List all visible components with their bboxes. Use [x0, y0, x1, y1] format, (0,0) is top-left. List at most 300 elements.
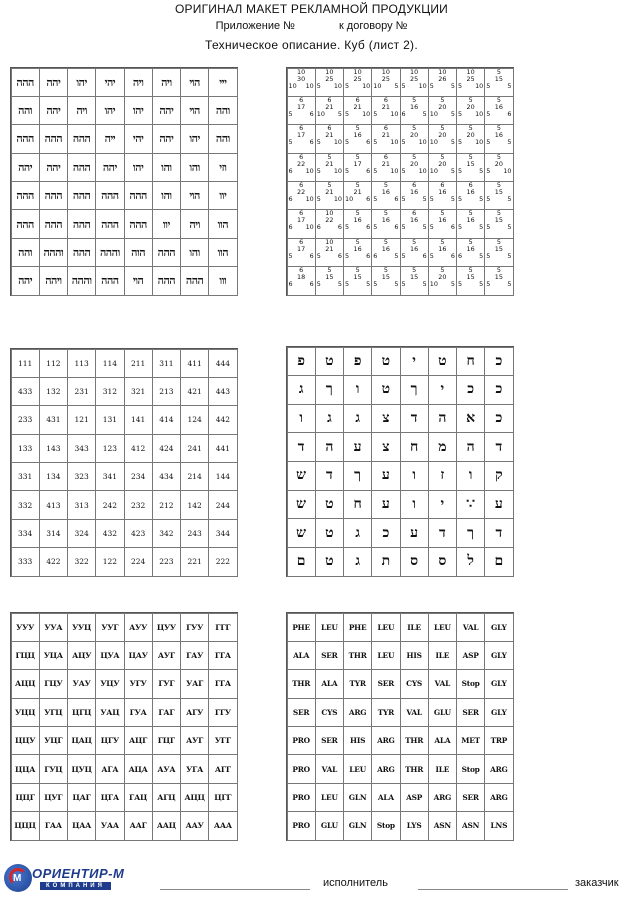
appendix-label: Приложение № — [215, 20, 295, 32]
number-cell-top: 10 — [325, 237, 334, 246]
triplet-cell: 221 — [180, 547, 209, 576]
number-cell-top: 5 — [468, 237, 473, 246]
hebrew-word-cell: ויה — [152, 68, 181, 97]
hebrew-letter-cell: ח — [456, 347, 485, 377]
codon-cell: АУГ — [180, 726, 209, 755]
number-cell-top: 5 — [355, 209, 360, 218]
number-cell-bottom: 5 5 — [458, 195, 484, 203]
number-cell-bottom: 5 5 — [486, 251, 512, 260]
number-cell-top: 5 — [412, 152, 417, 161]
number-cell-top: 5 — [440, 124, 445, 133]
amino-acid-cell: GLY — [484, 613, 513, 642]
amino-acid-cell: ARG — [484, 783, 513, 812]
amino-acid-cell: PRO — [287, 811, 316, 840]
codon-cell: УУУ — [11, 613, 40, 642]
number-cell-middle: 20 — [438, 273, 447, 282]
hebrew-word-cell: ההה — [11, 124, 40, 153]
number-cell-top: 6 — [383, 124, 388, 133]
amino-acid-cell: ILE — [428, 641, 457, 670]
amino-acid-cell: GLN — [343, 811, 372, 840]
codon-cell: ГАГ — [152, 698, 181, 727]
number-cell-bottom: 6 6 — [316, 223, 342, 232]
number-cell-middle: 21 — [381, 102, 390, 111]
amino-acid-cell: THR — [400, 726, 429, 755]
number-cell-bottom: 10 6 — [345, 195, 371, 203]
amino-acid-cell: SER — [315, 726, 344, 755]
hebrew-word-cell: ההה — [11, 181, 40, 210]
hebrew-letter-cell: ע — [371, 490, 400, 520]
number-cell-top: 5 — [496, 209, 501, 218]
number-cell-middle: 16 — [410, 244, 419, 253]
hebrew-word-cell: והה — [208, 96, 237, 125]
hebrew-word-cell: והו — [180, 153, 209, 182]
number-cell — [371, 266, 400, 295]
number-cell-bottom: 5 10 — [458, 138, 484, 147]
amino-acid-cell: MET — [456, 726, 485, 755]
number-cell — [371, 68, 400, 97]
hebrew-word-cell: יהו — [124, 96, 153, 125]
amino-acid-cell: PRO — [287, 726, 316, 755]
number-cell — [287, 153, 316, 182]
hebrew-letter-cell: ∵ — [456, 490, 485, 520]
triplet-cell: 344 — [208, 519, 237, 548]
triplet-cell: 131 — [95, 405, 124, 434]
number-cell-top: 10 — [466, 67, 475, 76]
number-cell — [343, 181, 372, 210]
hebrew-letter-cell: י — [400, 347, 429, 377]
triplet-cell: 332 — [11, 490, 40, 519]
hebrew-letter-cell: ש — [287, 490, 316, 520]
number-cell-bottom: 10 10 — [288, 81, 314, 90]
hebrew-letter-cell: ש — [287, 461, 316, 491]
triplet-cell: 121 — [67, 405, 96, 434]
amino-acid-cell: PRO — [287, 783, 316, 812]
number-cell-top: 10 — [325, 209, 334, 218]
amino-acid-cell: THR — [400, 754, 429, 783]
codon-cell: УЦУ — [95, 669, 124, 698]
codon-cell: ААЦ — [152, 811, 181, 840]
hebrew-letter-cell: ך — [315, 375, 344, 405]
codon-cell: УАУ — [67, 669, 96, 698]
codon-cell: ЦУА — [95, 641, 124, 670]
hebrew-word-cell: יהה — [39, 68, 68, 97]
hebrew-word-cell: יהו — [67, 68, 96, 97]
number-cell-top: 5 — [468, 209, 473, 218]
triplet-cell: 333 — [11, 547, 40, 576]
number-cell-middle: 20 — [438, 159, 447, 168]
number-cell-bottom: 5 5 — [458, 166, 484, 175]
number-cell-middle: 22 — [297, 188, 306, 196]
customer-signature-line — [418, 889, 568, 890]
number-cell-top: 10 — [410, 67, 419, 76]
hebrew-word-cell: ההה — [152, 238, 181, 267]
triplet-cell: 244 — [208, 490, 237, 519]
number-cell-bottom: 5 10 — [486, 166, 512, 175]
hebrew-word-cell: ההה — [67, 209, 96, 238]
number-cell-bottom: 6 10 — [288, 195, 314, 203]
hebrew-word-cell: יהו — [180, 124, 209, 153]
number-cell-top: 5 — [383, 266, 388, 275]
hebrew-word-cell: ויהה — [39, 266, 68, 295]
number-cell-top: 6 — [327, 95, 332, 104]
number-cell-middle: 20 — [466, 131, 475, 140]
number-cell-top: 5 — [355, 152, 360, 161]
number-cell-bottom: 5 6 — [429, 223, 455, 232]
hebrew-word-cell: יוו — [208, 181, 237, 210]
triplet-cell: 213 — [152, 377, 181, 406]
number-cell-bottom: 5 5 — [401, 280, 427, 289]
hebrew-letter-cell: א — [456, 404, 485, 434]
number-cell-bottom: 5 5 — [486, 223, 512, 232]
hebrew-letter-cell: כ — [484, 404, 513, 434]
number-cell-top: 5 — [468, 124, 473, 133]
codon-cell: УУА — [39, 613, 68, 642]
number-cell — [315, 181, 344, 210]
number-cell-bottom: 5 5 — [373, 280, 399, 289]
number-cell-top: 5 — [355, 181, 360, 189]
hebrew-word-cell: יהי — [124, 124, 153, 153]
number-cell — [315, 96, 344, 125]
number-cell — [400, 266, 429, 295]
hebrew-word-cell: הוה — [124, 238, 153, 267]
number-cell-middle: 16 — [438, 216, 447, 225]
number-cell-bottom: 10 5 — [429, 280, 455, 289]
number-cell-bottom: 10 5 — [429, 138, 455, 147]
triplet-cell: 212 — [152, 490, 181, 519]
triplet-cell: 224 — [124, 547, 153, 576]
amino-acid-cell: ASN — [456, 811, 485, 840]
codon-cell: ЦЦЦ — [11, 811, 40, 840]
number-cell-middle: 16 — [381, 244, 390, 253]
number-cell-top: 6 — [299, 237, 304, 246]
number-cell-middle: 16 — [410, 102, 419, 111]
triplet-cell: 322 — [67, 547, 96, 576]
hebrew-word-cell: והה — [11, 238, 40, 267]
number-cell-top: 5 — [496, 95, 501, 104]
amino-acid-cell: LYS — [400, 811, 429, 840]
number-cell-top: 5 — [412, 124, 417, 133]
hebrew-letter-cell: ג — [343, 547, 372, 577]
codon-cell: АГГ — [208, 754, 237, 783]
hebrew-word-cell: ההה — [95, 266, 124, 295]
number-cell-bottom: 5 6 — [288, 138, 314, 147]
hebrew-letter-cell: פ — [287, 347, 316, 377]
codon-cell: ГАА — [39, 811, 68, 840]
triplet-cell: 232 — [124, 490, 153, 519]
number-cell-top: 5 — [496, 181, 501, 189]
number-cell-bottom: 5 5 — [458, 223, 484, 232]
amino-acid-cell: ALA — [287, 641, 316, 670]
hebrew-word-cell: הוו — [208, 238, 237, 267]
triplet-cell: 243 — [180, 519, 209, 548]
hebrew-letter-cell: ך — [456, 518, 485, 548]
amino-acid-cell: VAL — [428, 669, 457, 698]
amino-acid-cell: Stop — [371, 811, 400, 840]
triplet-cell: 142 — [180, 490, 209, 519]
number-cell-bottom: 5 5 — [429, 195, 455, 203]
number-cell-top: 5 — [440, 95, 445, 104]
hebrew-word-cell: ייה — [95, 124, 124, 153]
hebrew-letter-cell: ג — [343, 404, 372, 434]
triplet-cell: 441 — [208, 434, 237, 463]
amino-acid-cell: ALA — [428, 726, 457, 755]
hebrew-letter-cell: ם — [287, 547, 316, 577]
triplet-cell: 122 — [95, 547, 124, 576]
codon-cell: ЦУГ — [39, 783, 68, 812]
number-cell — [484, 209, 513, 238]
hebrew-letter-cell: ק — [484, 461, 513, 491]
number-cell-middle: 16 — [381, 188, 390, 196]
triplet-cell: 414 — [152, 405, 181, 434]
codon-cell: УГА — [180, 754, 209, 783]
hebrew-letter-cell: ו — [287, 404, 316, 434]
number-cell — [371, 209, 400, 238]
triplet-cell: 143 — [39, 434, 68, 463]
amino-acid-cell: VAL — [315, 754, 344, 783]
hebrew-letter-cell: כ — [484, 375, 513, 405]
hebrew-word-cell: יהה — [11, 153, 40, 182]
triplet-cell: 241 — [180, 434, 209, 463]
codon-cell: УАЦ — [95, 698, 124, 727]
number-cell-middle: 25 — [410, 74, 419, 83]
hebrew-letter-cell: ו — [343, 375, 372, 405]
codon-cell: АЦЦ — [180, 783, 209, 812]
number-cell-bottom: 10 5 — [316, 109, 342, 118]
number-cell-bottom: 5 6 — [288, 251, 314, 260]
hebrew-letter-cell: ס — [400, 547, 429, 577]
triplet-cell: 144 — [208, 462, 237, 491]
triplet-cell: 314 — [39, 519, 68, 548]
hebrew-letter-cell: ט — [315, 490, 344, 520]
number-cell — [315, 209, 344, 238]
codon-cell: УУЦ — [67, 613, 96, 642]
codon-cell: ЦГУ — [95, 726, 124, 755]
number-cell — [343, 238, 372, 267]
number-cell-top: 5 — [383, 237, 388, 246]
number-cell — [428, 238, 457, 267]
hebrew-letter-cell: כ — [484, 347, 513, 377]
hebrew-letter-cell: ס — [428, 547, 457, 577]
hebrew-letter-cell: ט — [371, 347, 400, 377]
triplet-cell: 442 — [208, 405, 237, 434]
number-cell-bottom: 5 6 — [401, 251, 427, 260]
number-cell-top: 5 — [496, 237, 501, 246]
hebrew-word-cell: יהה — [152, 96, 181, 125]
hebrew-letter-cell: ע — [343, 432, 372, 462]
codons-grid — [10, 612, 238, 841]
hebrew-letter-cell: ך — [400, 375, 429, 405]
number-cell — [484, 153, 513, 182]
number-cell-bottom: 5 5 — [401, 195, 427, 203]
amino-acid-cell: ARG — [343, 698, 372, 727]
number-cell-bottom: 5 10 — [458, 81, 484, 90]
number-cell-middle: 18 — [297, 273, 306, 282]
hebrew-letter-cell: ו — [456, 461, 485, 491]
number-cell-bottom: 5 6 — [429, 251, 455, 260]
triplet-cell: 313 — [67, 490, 96, 519]
number-cell — [315, 68, 344, 97]
number-cell-bottom: 5 5 — [486, 138, 512, 147]
number-cell-middle: 15 — [466, 159, 475, 168]
amino-acid-cell: TYR — [343, 669, 372, 698]
number-cell — [456, 96, 485, 125]
triplet-cell: 211 — [124, 349, 153, 378]
number-cell-middle: 15 — [494, 188, 503, 196]
amino-acid-cell: THR — [343, 641, 372, 670]
number-cell — [400, 181, 429, 210]
hebrew-word-cell: ויה — [67, 96, 96, 125]
codon-cell: УЦГ — [39, 726, 68, 755]
number-cell-bottom: 6 5 — [458, 251, 484, 260]
amino-acid-cell: VAL — [456, 613, 485, 642]
triplet-cell: 133 — [11, 434, 40, 463]
number-cell — [484, 266, 513, 295]
number-cell-bottom: 5 6 — [345, 138, 371, 147]
codon-cell: ГГУ — [208, 698, 237, 727]
customer-label: заказчик — [575, 877, 619, 889]
number-cell-middle: 15 — [353, 273, 362, 282]
number-cell — [315, 124, 344, 153]
hebrew-word-cell: הוי — [124, 266, 153, 295]
number-cell-bottom: 5 10 — [401, 166, 427, 175]
number-cell-bottom: 5 6 — [345, 166, 371, 175]
number-cell-middle: 16 — [466, 244, 475, 253]
hebrew-letter-cell: ח — [343, 490, 372, 520]
amino-acid-cell: SER — [456, 698, 485, 727]
hebrew-word-cell: והה — [208, 124, 237, 153]
hebrew-word-cell: וההה — [67, 266, 96, 295]
amino-acid-cell: CYS — [400, 669, 429, 698]
number-cell-bottom: 5 5 — [486, 280, 512, 289]
number-cell-bottom: 10 5 — [429, 109, 455, 118]
triplet-cell: 114 — [95, 349, 124, 378]
hebrew-word-cell: ההה — [67, 181, 96, 210]
number-cell-bottom: 6 6 — [288, 280, 314, 289]
hebrew-letter-cell: ך — [343, 461, 372, 491]
number-cell — [287, 209, 316, 238]
number-cell — [484, 238, 513, 267]
amino-acid-cell: HIS — [400, 641, 429, 670]
number-cell-bottom: 5 10 — [401, 138, 427, 147]
triplet-cell: 334 — [11, 519, 40, 548]
hebrew-letter-cell: ד — [400, 404, 429, 434]
number-cell — [315, 238, 344, 267]
amino-acid-cell: HIS — [343, 726, 372, 755]
hebrew-word-cell: יוו — [152, 209, 181, 238]
hebrew-letter-cell: ה — [456, 432, 485, 462]
codon-cell: УУГ — [95, 613, 124, 642]
codon-cell: ЦЦА — [11, 754, 40, 783]
number-cell-middle: 16 — [381, 216, 390, 225]
number-cell-top: 6 — [299, 209, 304, 218]
number-cell-middle: 21 — [353, 102, 362, 111]
number-cell-middle: 20 — [438, 102, 447, 111]
codon-cell: ГАЦ — [124, 783, 153, 812]
triplet-cell: 424 — [152, 434, 181, 463]
triplets-grid — [10, 348, 238, 577]
number-cell — [428, 124, 457, 153]
number-cell-middle: 20 — [410, 159, 419, 168]
codon-cell: УАА — [95, 811, 124, 840]
codon-cell: ГУГ — [152, 669, 181, 698]
number-cell-bottom: 6 5 — [401, 109, 427, 118]
number-cell-top: 5 — [327, 152, 332, 161]
number-cell-top: 6 — [299, 124, 304, 133]
document-title: ОРИГИНАЛ МАКЕТ РЕКЛАМНОЙ ПРОДУКЦИИ — [175, 2, 448, 16]
hebrew-word-cell: ויה — [124, 68, 153, 97]
number-cell — [371, 153, 400, 182]
number-cell — [287, 238, 316, 267]
number-cell-top: 5 — [440, 237, 445, 246]
number-cell-middle: 17 — [297, 131, 306, 140]
hebrew-word-cell: ההה — [124, 181, 153, 210]
number-cell-bottom: 5 10 — [373, 109, 399, 118]
number-cell-bottom: 5 6 — [373, 223, 399, 232]
appendix-line — [0, 20, 623, 32]
number-cell-middle: 16 — [410, 188, 419, 196]
hebrew-letter-cell: כ — [456, 375, 485, 405]
number-cell — [400, 238, 429, 267]
number-cell-middle: 20 — [410, 131, 419, 140]
number-cell — [428, 266, 457, 295]
number-cell-bottom: 5 6 — [373, 195, 399, 203]
hebrew-letter-cell: ע — [371, 461, 400, 491]
number-cell-middle: 21 — [325, 159, 334, 168]
codon-cell: ГАУ — [180, 641, 209, 670]
triplet-cell: 223 — [152, 547, 181, 576]
hebrew-letter-cell: ג — [287, 375, 316, 405]
triplet-cell: 434 — [152, 462, 181, 491]
hebrew-word-cell: יהו — [95, 96, 124, 125]
number-cell — [484, 68, 513, 97]
number-cell-top: 5 — [355, 237, 360, 246]
hebrew-word-cell: יהי — [95, 68, 124, 97]
hebrew-letter-cell: ט — [315, 347, 344, 377]
hebrew-word-cell: ההה — [95, 181, 124, 210]
number-cell — [343, 68, 372, 97]
codon-cell: АГА — [95, 754, 124, 783]
number-cell-top: 6 — [299, 152, 304, 161]
number-cell-middle: 17 — [297, 102, 306, 111]
amino-acid-cell: SER — [315, 641, 344, 670]
amino-acid-cell: ILE — [400, 613, 429, 642]
hebrew-word-cell: וזי — [208, 153, 237, 182]
triplet-cell: 413 — [39, 490, 68, 519]
hebrew-word-cell: ההה — [152, 266, 181, 295]
amino-acid-cell: LEU — [343, 754, 372, 783]
triplet-cell: 342 — [152, 519, 181, 548]
hebrew-letter-cell: ט — [315, 518, 344, 548]
amino-acid-cell: ALA — [371, 783, 400, 812]
amino-acid-cell: LEU — [315, 613, 344, 642]
codon-cell: ГУА — [124, 698, 153, 727]
triplet-cell: 222 — [208, 547, 237, 576]
number-cell — [428, 68, 457, 97]
codon-cell: ЦАЦ — [67, 726, 96, 755]
triplet-cell: 443 — [208, 377, 237, 406]
number-cell — [428, 153, 457, 182]
hebrew-word-cell: ייי — [208, 68, 237, 97]
number-cell-bottom: 6 10 — [288, 223, 314, 232]
number-cell-middle: 21 — [381, 131, 390, 140]
hebrew-letter-cell: ד — [484, 432, 513, 462]
number-cell-top: 5 — [468, 266, 473, 275]
hebrew-letter-cell: י — [428, 375, 457, 405]
hebrew-word-cell: וההה — [39, 238, 68, 267]
codon-cell: АГУ — [180, 698, 209, 727]
number-cell-middle: 16 — [353, 216, 362, 225]
codon-cell: ГУУ — [180, 613, 209, 642]
